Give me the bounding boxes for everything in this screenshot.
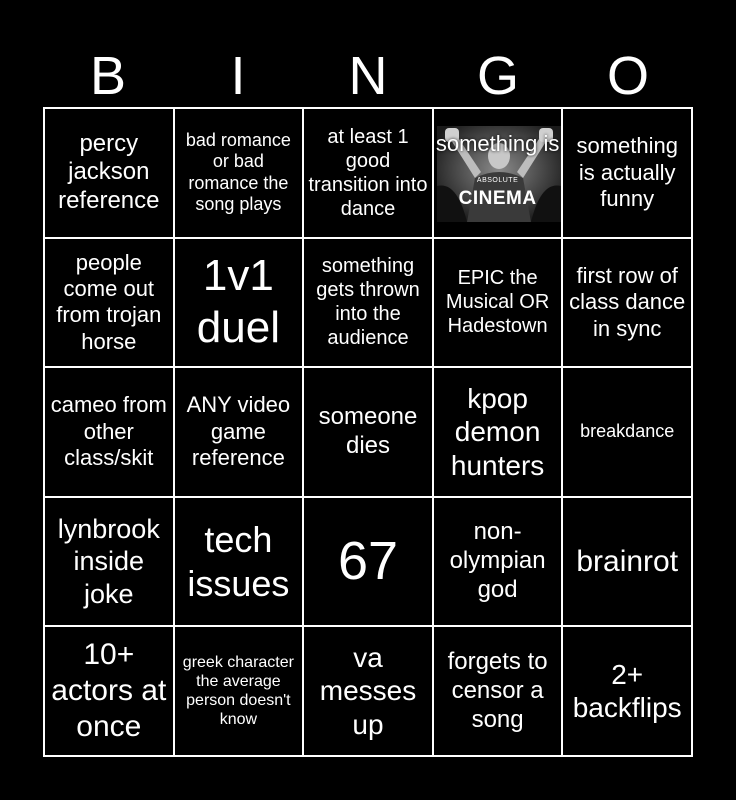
bingo-cell[interactable]: EPIC the Musical OR Hadestown [433,238,563,368]
bingo-cell[interactable]: kpop demon hunters [433,367,563,497]
bingo-cell[interactable]: percy jackson reference [44,108,174,238]
bingo-cell[interactable]: 2+ backflips [562,626,692,756]
cell-text: something is [435,131,560,156]
bingo-grid [43,107,693,757]
bingo-header [43,48,693,104]
header-letter-g: G [476,46,519,106]
meme-small-text: ABSOLUTE [476,177,519,184]
bingo-cell[interactable]: forgets to censor a song [433,626,563,756]
bingo-cell[interactable]: non-olympian god [433,497,563,627]
bingo-cell[interactable]: ANY video game reference [174,367,304,497]
bingo-cell[interactable]: first row of class dance in sync [562,238,692,368]
meme-large-text: CINEMA [458,188,537,209]
bingo-cell[interactable]: breakdance [562,367,692,497]
bingo-cell[interactable]: something is actually funny [562,108,692,238]
bingo-cell[interactable]: lynbrook inside joke [44,497,174,627]
bingo-cell[interactable]: 1v1 duel [174,238,304,368]
bingo-cell[interactable]: 67 [303,497,433,627]
bingo-cell[interactable]: cameo from other class/skit [44,367,174,497]
bingo-cell[interactable]: bad romance or bad romance the song plays [174,108,304,238]
bingo-cell[interactable]: va messes up [303,626,433,756]
bingo-cell-image[interactable] [433,108,563,238]
bingo-cell[interactable]: tech issues [174,497,304,627]
bingo-cell[interactable]: something gets thrown into the audience [303,238,433,368]
header-letter-b: B [89,46,127,106]
bingo-cell[interactable]: people come out from trojan horse [44,238,174,368]
bingo-cell[interactable]: brainrot [562,497,692,627]
bingo-cell[interactable]: 10+ actors at once [44,626,174,756]
bingo-cell[interactable]: greek character the average person doesn't know [174,626,304,756]
header-letter-n: N [348,46,388,106]
bingo-cell[interactable]: at least 1 good transition into dance [303,108,433,238]
header-letter-i: I [230,46,246,106]
bingo-cell[interactable]: someone dies [303,367,433,497]
header-letter-o: O [606,46,649,106]
